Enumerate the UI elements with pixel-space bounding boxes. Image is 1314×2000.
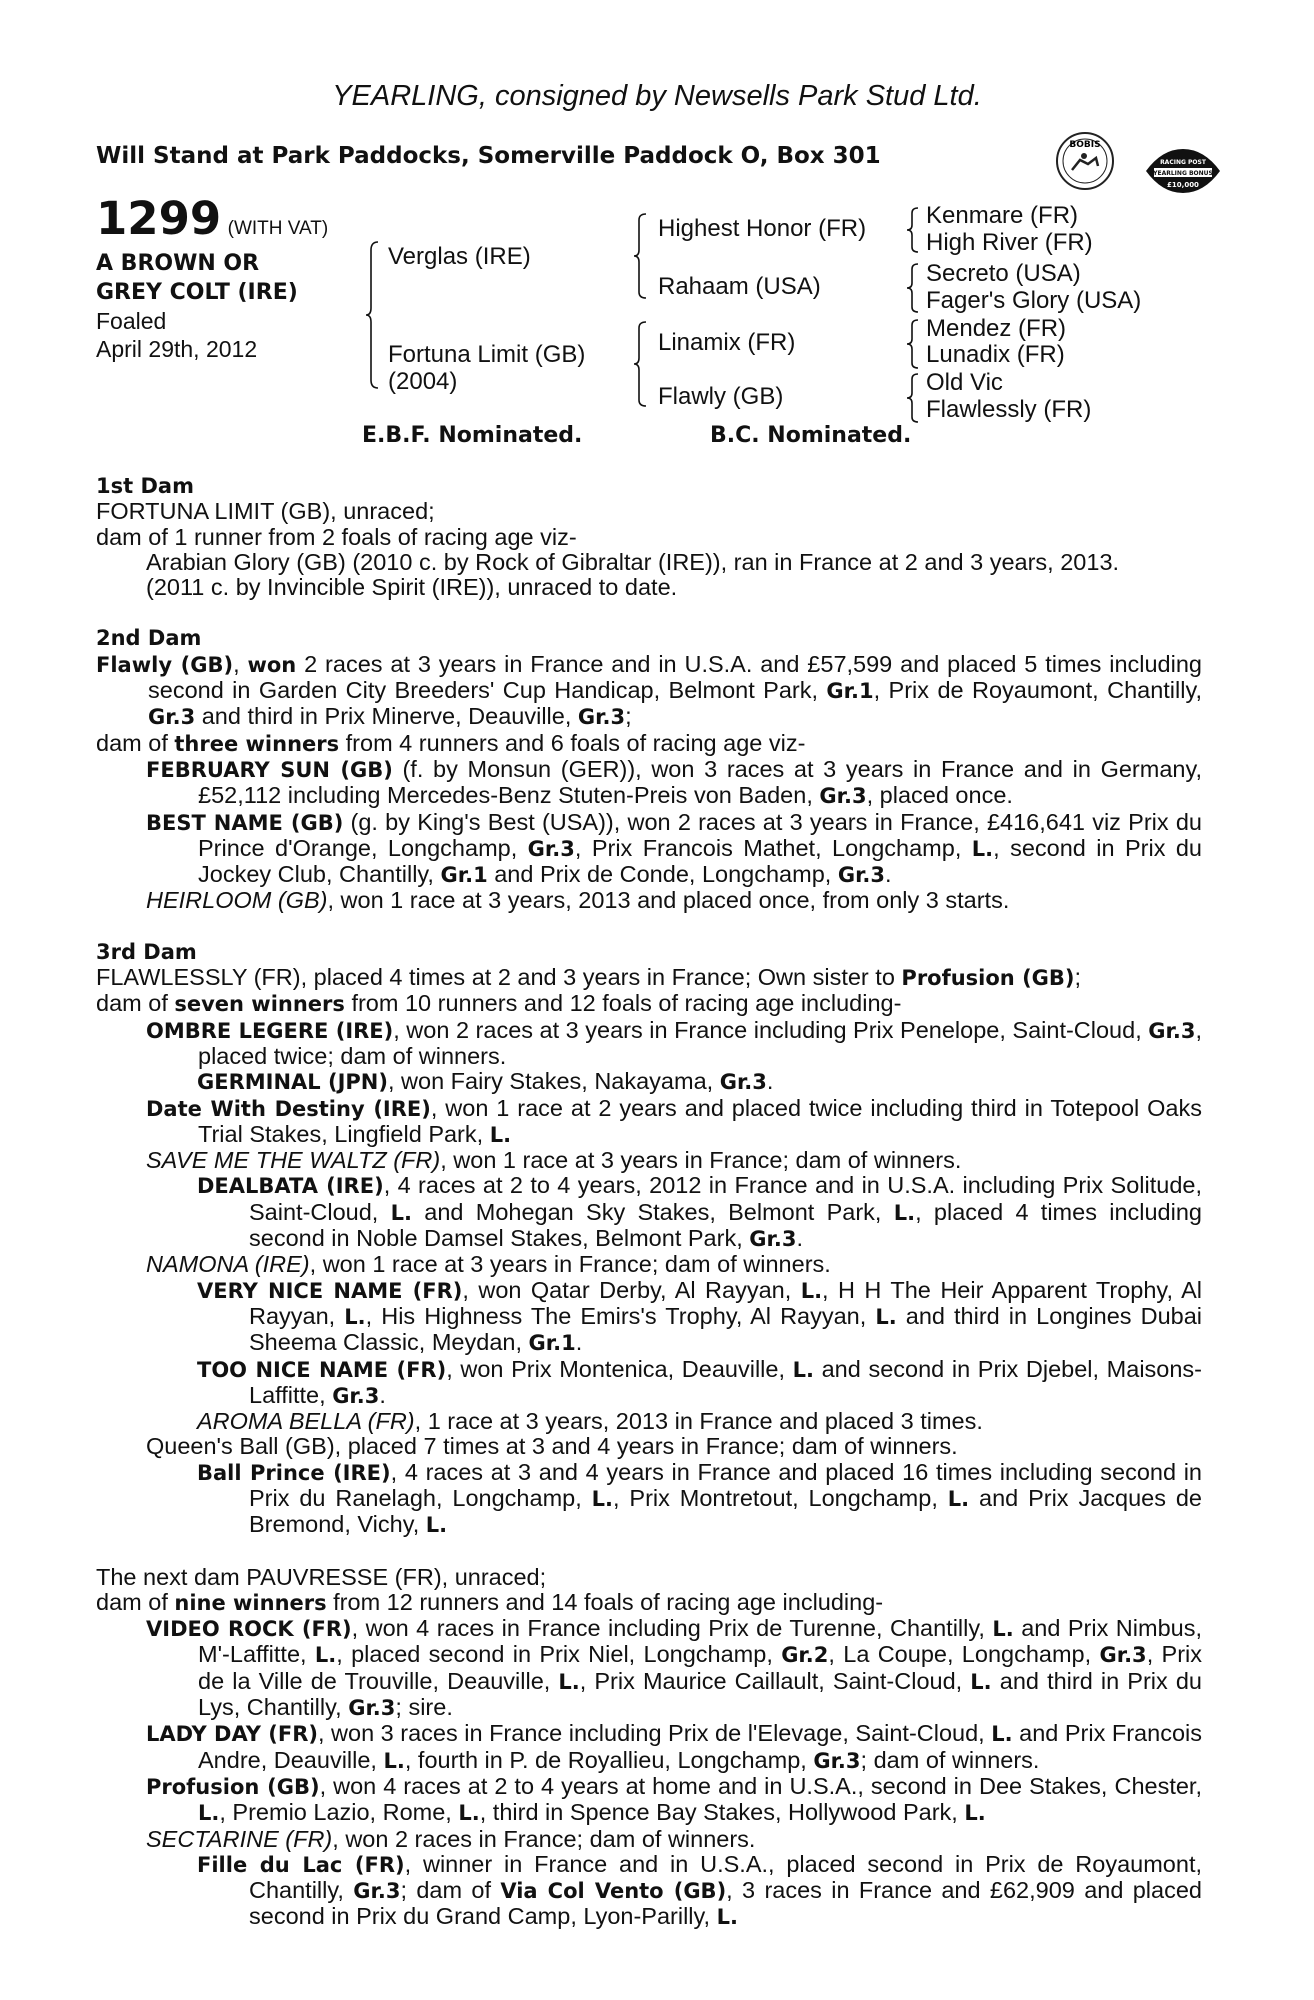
racing-post-label: RACING POST <box>1160 159 1206 166</box>
next-dam-produce-item: Profusion (GB), won 4 races at 2 to 4 years at home and in U.S.A., second in Dee Stakes, Chester, L., Premio Lazio, Rome, L., third in Spence Bay Stakes, Hollywood Park, L. <box>146 1772 1202 1826</box>
third-dam-produce-item: NAMONA (IRE), won 1 race at 3 years in France; dam of winners. <box>146 1251 831 1278</box>
catalogue-body <box>96 474 1202 1931</box>
next-dam-line: The next dam PAUVRESSE (FR), unraced; <box>96 1563 547 1590</box>
first-dam-produce-item: (2011 c. by Invincible Spirit (IRE)), unraced to date. <box>146 574 678 601</box>
next-dam-produce-item: SECTARINE (FR), won 2 races in France; dam of winners. <box>146 1825 756 1852</box>
pedigree-g8: Flawlessly (FR) <box>926 396 1092 423</box>
second-dam-produce-item: BEST NAME (GB) (g. by King's Best (USA)), won 2 races at 3 years in France, £416,641 viz Prix du Prince d'Orange, Longchamp, Gr.3, Prix Francois Mathet, Longchamp, L., second in Prix du Jockey Club, Chantilly, Gr.1 and Prix de Conde, Longchamp, Gr.3. <box>146 808 1203 888</box>
third-dam-produce-item: OMBRE LEGERE (IRE), won 2 races at 3 years in France including Prix Penelope, Saint-Cloud, Gr.3, placed twice; dam of winners. <box>146 1016 1202 1069</box>
pedigree-brace-g78 <box>906 372 920 424</box>
bobis-badge-icon <box>1054 130 1116 192</box>
second-dam-line: Flawly (GB), won 2 races at 3 years in France and in U.S.A. and £57,599 and placed 5 times including second in Garden City Breeders' Cup Handicap, Belmont Park, Gr.1, Prix de Royaumont, Chantilly, Gr.3 and third in Prix Minerve, Deauville, Gr.3; <box>96 650 1202 730</box>
third-dam-produce-item: AROMA BELLA (FR), 1 race at 3 years, 2013 in France and placed 3 times. <box>197 1408 983 1435</box>
pedigree-dam-year: (2004) <box>388 368 458 395</box>
pedigree-dam-dam: Flawly (GB) <box>658 383 784 410</box>
pedigree-sire: Verglas (IRE) <box>388 243 531 270</box>
lot-number: 1299 <box>96 192 222 245</box>
second-dam-produce-summary: dam of three winners from 4 runners and 6 foals of racing age viz- <box>96 729 806 756</box>
lot-block <box>96 192 329 363</box>
second-dam-produce-item: HEIRLOOM (GB), won 1 race at 3 years, 2013 and placed once, from only 3 starts. <box>146 887 1010 914</box>
pedigree-brace-sire <box>634 212 648 300</box>
foaled-label: Foaled <box>96 308 167 334</box>
first-dam-line: FORTUNA LIMIT (GB), unraced; <box>96 498 435 525</box>
third-dam-produce-item: GERMINAL (JPN), won Fairy Stakes, Nakayama, Gr.3. <box>197 1068 774 1095</box>
pedigree-brace-g56 <box>906 318 920 370</box>
next-dam-produce-item: LADY DAY (FR), won 3 races in France including Prix de l'Elevage, Saint-Cloud, L. and Prix Francois Andre, Deauville, L., fourth in P. de Royallieu, Longchamp, Gr.3; dam of winners. <box>146 1720 1202 1773</box>
third-dam-heading: 3rd Dam <box>96 939 197 964</box>
third-dam-produce-item: Date With Destiny (IRE), won 1 race at 2 years and placed twice including third in Totepool Oaks Trial Stakes, Lingfield Park, L. <box>146 1094 1203 1147</box>
second-dam-heading: 2nd Dam <box>96 626 202 651</box>
lot-description-line2: GREY COLT (IRE) <box>96 280 298 305</box>
pedigree-brace-dam <box>634 320 648 408</box>
pedigree-dam-sire: Linamix (FR) <box>658 329 796 356</box>
third-dam-produce-item: SAVE ME THE WALTZ (FR), won 1 race at 3 years in France; dam of winners. <box>146 1147 962 1174</box>
pedigree-brace-g34 <box>906 262 920 314</box>
pedigree-g4: Fager's Glory (USA) <box>926 287 1142 314</box>
third-dam-produce-item: DEALBATA (IRE), 4 races at 2 to 4 years, 2012 in France and in U.S.A. including Prix Solitude, Saint-Cloud, L. and Mohegan Sky Stakes, Belmont Park, L., placed 4 times including second in Noble Damsel Stakes, Belmont Park, Gr.3. <box>197 1172 1202 1252</box>
pedigree-g6: Lunadix (FR) <box>926 341 1065 368</box>
next-dam-produce-item: VIDEO ROCK (FR), won 4 races in France including Prix de Turenne, Chantilly, L. and Prix Nimbus, M'-Laffitte, L., placed second in Prix Niel, Longchamp, Gr.2, La Coupe, Longchamp, Gr.3, Prix de la Ville de Trouville, Deauville, L., Prix Maurice Caillault, Saint-Cloud, L. and third in Prix du Lys, Chantilly, Gr.3; sire. <box>146 1615 1203 1721</box>
stand-location: Will Stand at Park Paddocks, Somerville Paddock O, Box 301 <box>96 143 881 169</box>
yearling-bonus-label: YEARLING BONUS <box>1153 170 1213 177</box>
bonus-amount-label: £10,000 <box>1167 181 1199 189</box>
page-title: YEARLING, consigned by Newsells Park Stud Ltd. <box>332 80 982 112</box>
first-dam-produce-item: Arabian Glory (GB) (2010 c. by Rock of Gibraltar (IRE)), ran in France at 2 and 3 years, 2013. <box>146 548 1120 575</box>
next-dam-produce-summary: dam of nine winners from 12 runners and 14 foals of racing age including- <box>96 1588 884 1615</box>
third-dam-line: FLAWLESSLY (FR), placed 4 times at 2 and 3 years in France; Own sister to Profusion (GB); <box>96 964 1082 991</box>
second-dam-produce-item: FEBRUARY SUN (GB) (f. by Monsun (GER)), won 3 races at 3 years in France and in Germany, £52,112 including Mercedes-Benz Stuten-Preis von Baden, Gr.3, placed once. <box>146 755 1202 809</box>
third-dam-produce-item: Ball Prince (IRE), 4 races at 3 and 4 years in France and placed 16 times including second in Prix du Ranelagh, Longchamp, L., Prix Montretout, Longchamp, L. and Prix Jacques de Bremond, Vichy, L. <box>197 1458 1202 1538</box>
next-dam-produce-item: Fille du Lac (FR), winner in France and in U.S.A., placed second in Prix de Royaumont, Chantilly, Gr.3; dam of Via Col Vento (GB), 3 races in France and £62,909 and placed second in Prix du Grand Camp, Lyon-Parilly, L. <box>197 1850 1203 1930</box>
first-dam-produce-summary: dam of 1 runner from 2 foals of racing age viz- <box>96 523 577 550</box>
bc-nominated: B.C. Nominated. <box>710 423 912 448</box>
lot-description-line1: A BROWN OR <box>96 251 260 276</box>
pedigree-dam-name: Fortuna Limit (GB) <box>388 341 586 368</box>
foaled-date: April 29th, 2012 <box>96 336 258 362</box>
pedigree-g2: High River (FR) <box>926 229 1093 256</box>
third-dam-produce-item: TOO NICE NAME (FR), won Prix Montenica, Deauville, L. and second in Prix Djebel, Maisons-Laffitte, Gr.3. <box>197 1355 1203 1408</box>
pedigree-g7: Old Vic <box>926 369 1003 396</box>
bobis-badge-label: BOBIS <box>1069 140 1101 150</box>
pedigree-brace-g12 <box>906 206 920 254</box>
third-dam-produce-item: Queen's Ball (GB), placed 7 times at 3 and 4 years in France; dam of winners. <box>146 1433 958 1460</box>
ebf-nominated: E.B.F. Nominated. <box>362 423 583 448</box>
pedigree-g3: Secreto (USA) <box>926 260 1081 287</box>
pedigree-brace-sire-dam <box>366 240 380 390</box>
pedigree-g5: Mendez (FR) <box>926 315 1067 342</box>
racing-post-yearling-bonus-badge-icon <box>1142 143 1224 201</box>
pedigree-g1: Kenmare (FR) <box>926 202 1079 229</box>
pedigree-sire-dam: Rahaam (USA) <box>658 273 821 300</box>
lot-vat: (WITH VAT) <box>227 218 329 239</box>
third-dam-produce-item: VERY NICE NAME (FR), won Qatar Derby, Al Rayyan, L., H H The Heir Apparent Trophy, Al Rayyan, L., His Highness The Emirs's Trophy, Al Rayyan, L. and third in Longines Dubai Sheema Classic, Meydan, Gr.1. <box>197 1276 1203 1356</box>
third-dam-produce-summary: dam of seven winners from 10 runners and 12 foals of racing age including- <box>96 990 902 1017</box>
first-dam-heading: 1st Dam <box>96 474 194 498</box>
pedigree-sire-sire: Highest Honor (FR) <box>658 215 867 242</box>
